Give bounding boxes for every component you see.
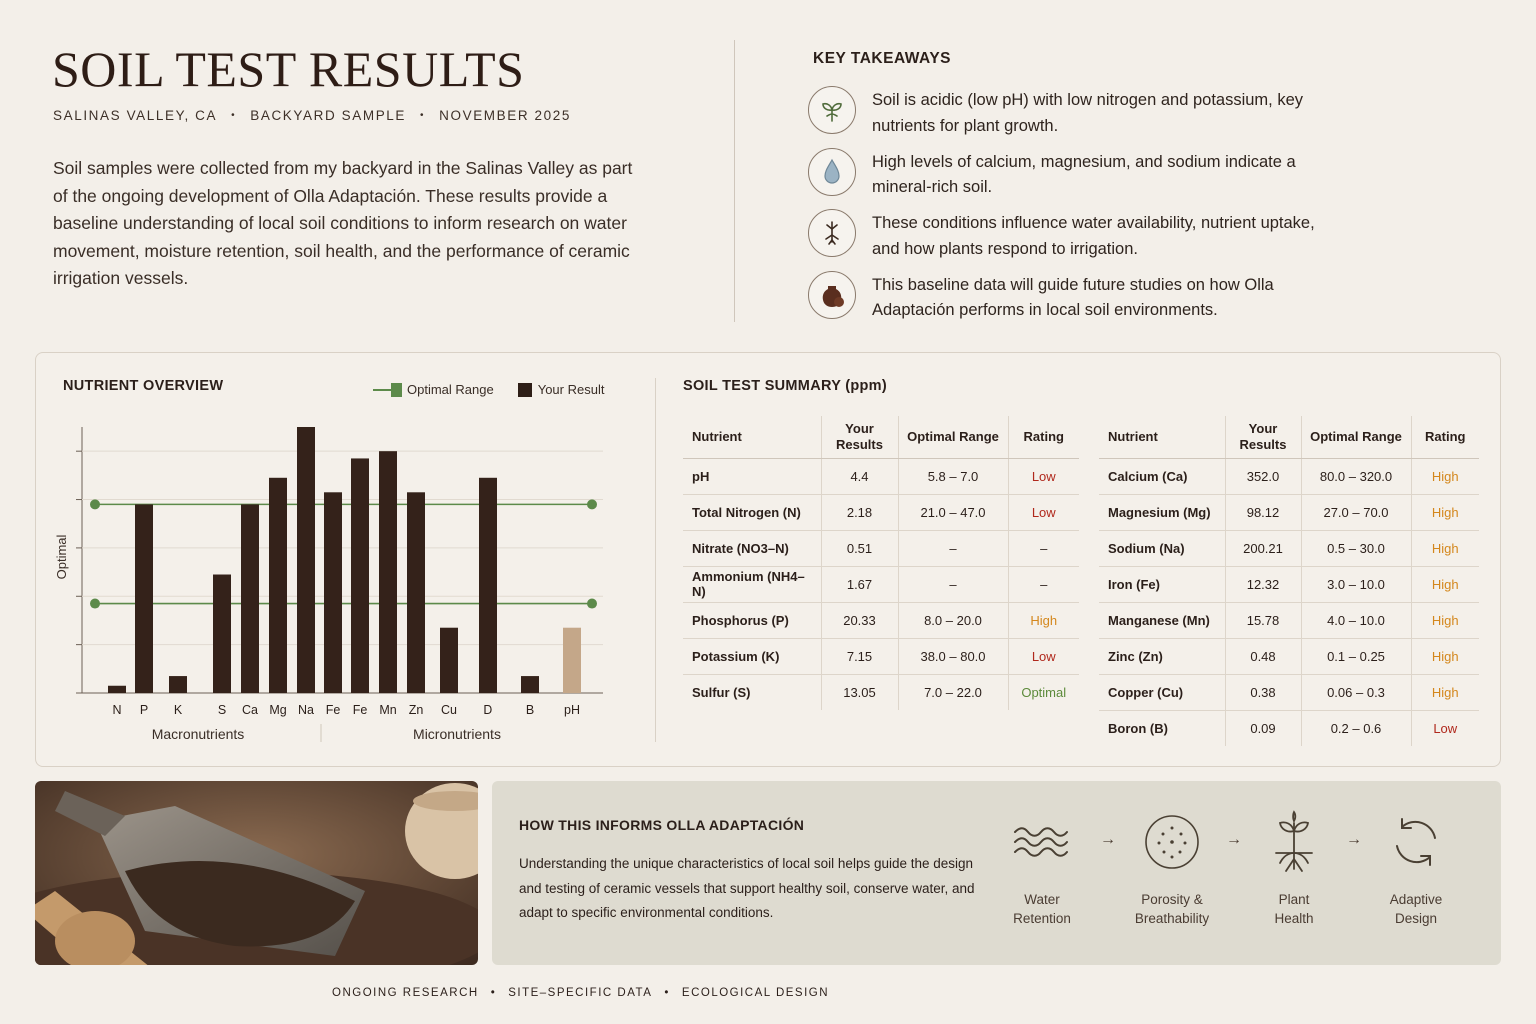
x-tick-label: P [139,703,149,717]
step-water-retention [987,806,1097,928]
rating-cell: Low [1411,710,1479,746]
table-row [683,566,1079,602]
step-plant-health [1239,806,1349,928]
table-row [683,638,1079,674]
bar-b [521,676,539,693]
step-label: Water Retention [1013,892,1071,926]
x-tick-label: Cu [441,703,457,717]
separator: • [420,110,426,121]
optimal-marker [90,499,100,509]
table-header-row [683,416,1079,458]
result-cell: 0.38 [1225,674,1301,710]
x-tick-label: Ca [242,703,258,717]
waves-icon [987,806,1097,878]
optimal-marker [90,599,100,609]
sprout-icon [808,86,856,134]
nutrient-cell: Nitrate (NO3–N) [683,530,821,566]
header-divider [734,40,735,322]
range-cell: – [898,530,1008,566]
result-cell: 4.4 [821,458,898,494]
table-row [1099,566,1479,602]
bar-fe [351,458,369,693]
table-row [1099,458,1479,494]
takeaways-title: KEY TAKEAWAYS [813,50,952,67]
rating-cell: Low [1008,458,1079,494]
x-tick-label: Mg [269,703,287,717]
bar-mn [379,451,397,693]
rating-cell: Low [1008,638,1079,674]
takeaway-item [808,210,1368,272]
bar-fe [324,492,342,693]
nutrient-cell: Sodium (Na) [1099,530,1225,566]
x-tick-label: Na [298,703,314,717]
nutrient-cell: Manganese (Mn) [1099,602,1225,638]
table-row [1099,530,1479,566]
table-row [1099,710,1479,746]
rating-cell: High [1411,530,1479,566]
result-cell: 2.18 [821,494,898,530]
bar-n [108,686,126,693]
x-tick-label: N [112,703,122,717]
cycle-arrows-icon [1361,806,1471,878]
footer [332,987,829,999]
result-cell: 20.33 [821,602,898,638]
table-header-row [1099,416,1479,458]
arrow-icon: → [1346,831,1362,848]
summary-table-left [683,416,1079,710]
step-label: Plant Health [1274,892,1314,926]
separator: • [231,110,237,121]
bar-ꭰ [479,478,497,693]
water-drop-icon [808,148,856,196]
rating-cell: – [1008,566,1079,602]
bar-k [169,676,187,693]
bar-cu [440,628,458,693]
range-cell: 80.0 – 320.0 [1301,458,1411,494]
nutrient-cell: Magnesium (Mg) [1099,494,1225,530]
y-axis-label: Optimal [54,534,69,580]
rating-cell: High [1411,566,1479,602]
col-nutrient: Nutrient [683,416,821,458]
bar-zn [407,492,425,693]
result-cell: 1.67 [821,566,898,602]
rating-cell: Low [1008,494,1079,530]
rating-cell: High [1411,674,1479,710]
legend-result-swatch [518,383,532,397]
summary-title: SOIL TEST SUMMARY (ppm) [683,378,887,394]
nutrient-cell: Potassium (K) [683,638,821,674]
chart-legend [373,382,604,397]
rating-cell: High [1411,638,1479,674]
step-adaptive-design [1361,806,1471,928]
bar-p [135,504,153,693]
summary-table-right [1099,416,1479,746]
range-cell: – [898,566,1008,602]
legend-optimal-line [373,389,391,391]
result-cell: 98.12 [1225,494,1301,530]
table-row [1099,602,1479,638]
nutrient-cell: Total Nitrogen (N) [683,494,821,530]
bar-s [213,575,231,693]
optimal-marker [587,499,597,509]
table-row [1099,674,1479,710]
range-cell: 0.1 – 0.25 [1301,638,1411,674]
nutrient-cell: Calcium (Ca) [1099,458,1225,494]
result-cell: 0.48 [1225,638,1301,674]
group-label-macronutrients: Macronutrients [151,726,245,742]
nutrient-cell: Iron (Fe) [1099,566,1225,602]
table-row [683,494,1079,530]
table-row [683,602,1079,638]
takeaway-text: These conditions influence water availability, nutrient uptake, and how plants respond to irrigation. [872,214,1315,258]
result-cell: 200.21 [1225,530,1301,566]
takeaway-item [808,149,1368,211]
result-cell: 15.78 [1225,602,1301,638]
range-cell: 38.0 – 80.0 [898,638,1008,674]
range-cell: 0.2 – 0.6 [1301,710,1411,746]
informs-text: Understanding the unique characteristics of local soil helps guide the design and testing of ceramic vessels that support healthy soil, conserve water, and adapt to specific environmental conditions. [519,856,975,920]
step-porosity [1117,806,1227,928]
step-label: Porosity & Breathability [1134,892,1210,926]
range-cell: 8.0 – 20.0 [898,602,1008,638]
x-tick-label: S [217,703,227,717]
takeaway-item [808,272,1368,334]
nutrient-chart [45,415,620,750]
nutrient-cell: Sulfur (S) [692,684,751,700]
result-cell: 13.05 [821,674,898,710]
x-tick-label: B [525,703,535,717]
arrow-icon: → [1100,831,1116,848]
optimal-marker [587,599,597,609]
olla-pot-icon [808,271,856,319]
footer-item: ECOLOGICAL DESIGN [681,987,830,999]
result-cell: 12.32 [1225,566,1301,602]
table-row [683,530,1079,566]
separator: • [664,987,670,999]
range-cell: 27.0 – 70.0 [1301,494,1411,530]
takeaway-text: Soil is acidic (low pH) with low nitrogen and potassium, key nutrients for plant growth. [872,91,1304,135]
legend-optimal-label: Optimal Range [407,382,494,397]
roots-icon [808,209,856,257]
legend-optimal-swatch [391,383,402,397]
bar-na [297,427,315,693]
range-cell: 7.0 – 22.0 [898,674,1008,710]
x-tick-label: Fe [352,703,368,717]
table-row [1099,494,1479,530]
date-label: NOVEMBER 2025 [439,108,571,123]
sample-label: BACKYARD SAMPLE [250,108,407,123]
range-cell: 21.0 – 47.0 [898,494,1008,530]
x-tick-label: Ꭰ [483,703,493,717]
footer-item: ONGOING RESEARCH [332,987,479,999]
rating-cell: High [1008,602,1079,638]
result-cell: 352.0 [1225,458,1301,494]
takeaways-list [808,87,1368,333]
x-tick-label: pH [564,703,580,717]
rating-cell: – [1008,530,1079,566]
x-tick-label: Fe [325,703,341,717]
takeaway-text: High levels of calcium, magnesium, and sodium indicate a mineral-rich soil. [872,152,1296,196]
nutrient-cell: Zinc (Zn) [1099,638,1225,674]
result-cell: 0.51 [821,530,898,566]
bar-ph [563,628,581,693]
result-cell: 7.15 [821,638,898,674]
nutrient-cell: Ammonium (NH4–N) [683,566,821,602]
range-cell: 0.5 – 30.0 [1301,530,1411,566]
takeaway-item [808,87,1368,149]
takeaway-text: This baseline data will guide future studies on how Olla Adaptación performs in local soil environments. [872,275,1274,319]
legend-result-label: Your Result [537,382,605,397]
col-rating: Rating [1411,416,1479,458]
nutrient-overview-title: NUTRIENT OVERVIEW [63,378,224,394]
col-nutrient: Nutrient [1099,416,1225,458]
page-title: SOIL TEST RESULTS [52,41,525,97]
col-range: Optimal Range [1301,416,1411,458]
footer-item: SITE–SPECIFIC DATA [508,987,653,999]
intro-paragraph: Soil samples were collected from my backyard in the Salinas Valley as part of the ongoing development of Olla Adaptación. These results provide a baseline understanding of local soil conditions to inform research on water movement, moisture retention, soil health, and the performance of ceramic irrigation vessels. [53,158,633,288]
panel-divider [655,378,656,742]
x-tick-label: Mn [379,703,397,717]
col-rating: Rating [1008,416,1079,458]
x-tick-label: K [173,703,183,717]
range-cell: 4.0 – 10.0 [1301,602,1411,638]
soil-trowel-photo [35,781,478,965]
col-range: Optimal Range [898,416,1008,458]
sample-meta [53,108,571,123]
informs-title: HOW THIS INFORMS OLLA ADAPTACIÓN [519,817,805,833]
result-cell: 0.09 [1225,710,1301,746]
range-cell: 5.8 – 7.0 [898,458,1008,494]
table-row [683,458,1079,494]
porous-circle-icon [1117,806,1227,878]
col-results: Your Results [821,416,898,458]
bar-ca [241,504,259,693]
nutrient-cell: Boron (B) [1108,720,1168,736]
arrow-icon: → [1226,831,1242,848]
table-row [1099,638,1479,674]
location-label: SALINAS VALLEY, CA [53,108,218,123]
rating-cell: Optimal [1008,674,1079,710]
plant-roots-icon [1239,806,1349,878]
range-cell: 0.06 – 0.3 [1301,674,1411,710]
nutrient-cell: Copper (Cu) [1099,674,1225,710]
rating-cell: High [1411,458,1479,494]
rating-cell: High [1411,602,1479,638]
nutrient-cell: pH [683,458,821,494]
rating-cell: High [1411,494,1479,530]
table-row [683,674,1079,710]
col-results: Your Results [1225,416,1301,458]
nutrient-cell: Phosphorus (P) [683,602,821,638]
bar-mg [269,478,287,693]
group-label-micronutrients: Micronutrients [413,726,501,742]
range-cell: 3.0 – 10.0 [1301,566,1411,602]
step-label: Adaptive Design [1389,892,1443,926]
separator: • [490,987,497,999]
x-tick-label: Zn [408,703,424,717]
